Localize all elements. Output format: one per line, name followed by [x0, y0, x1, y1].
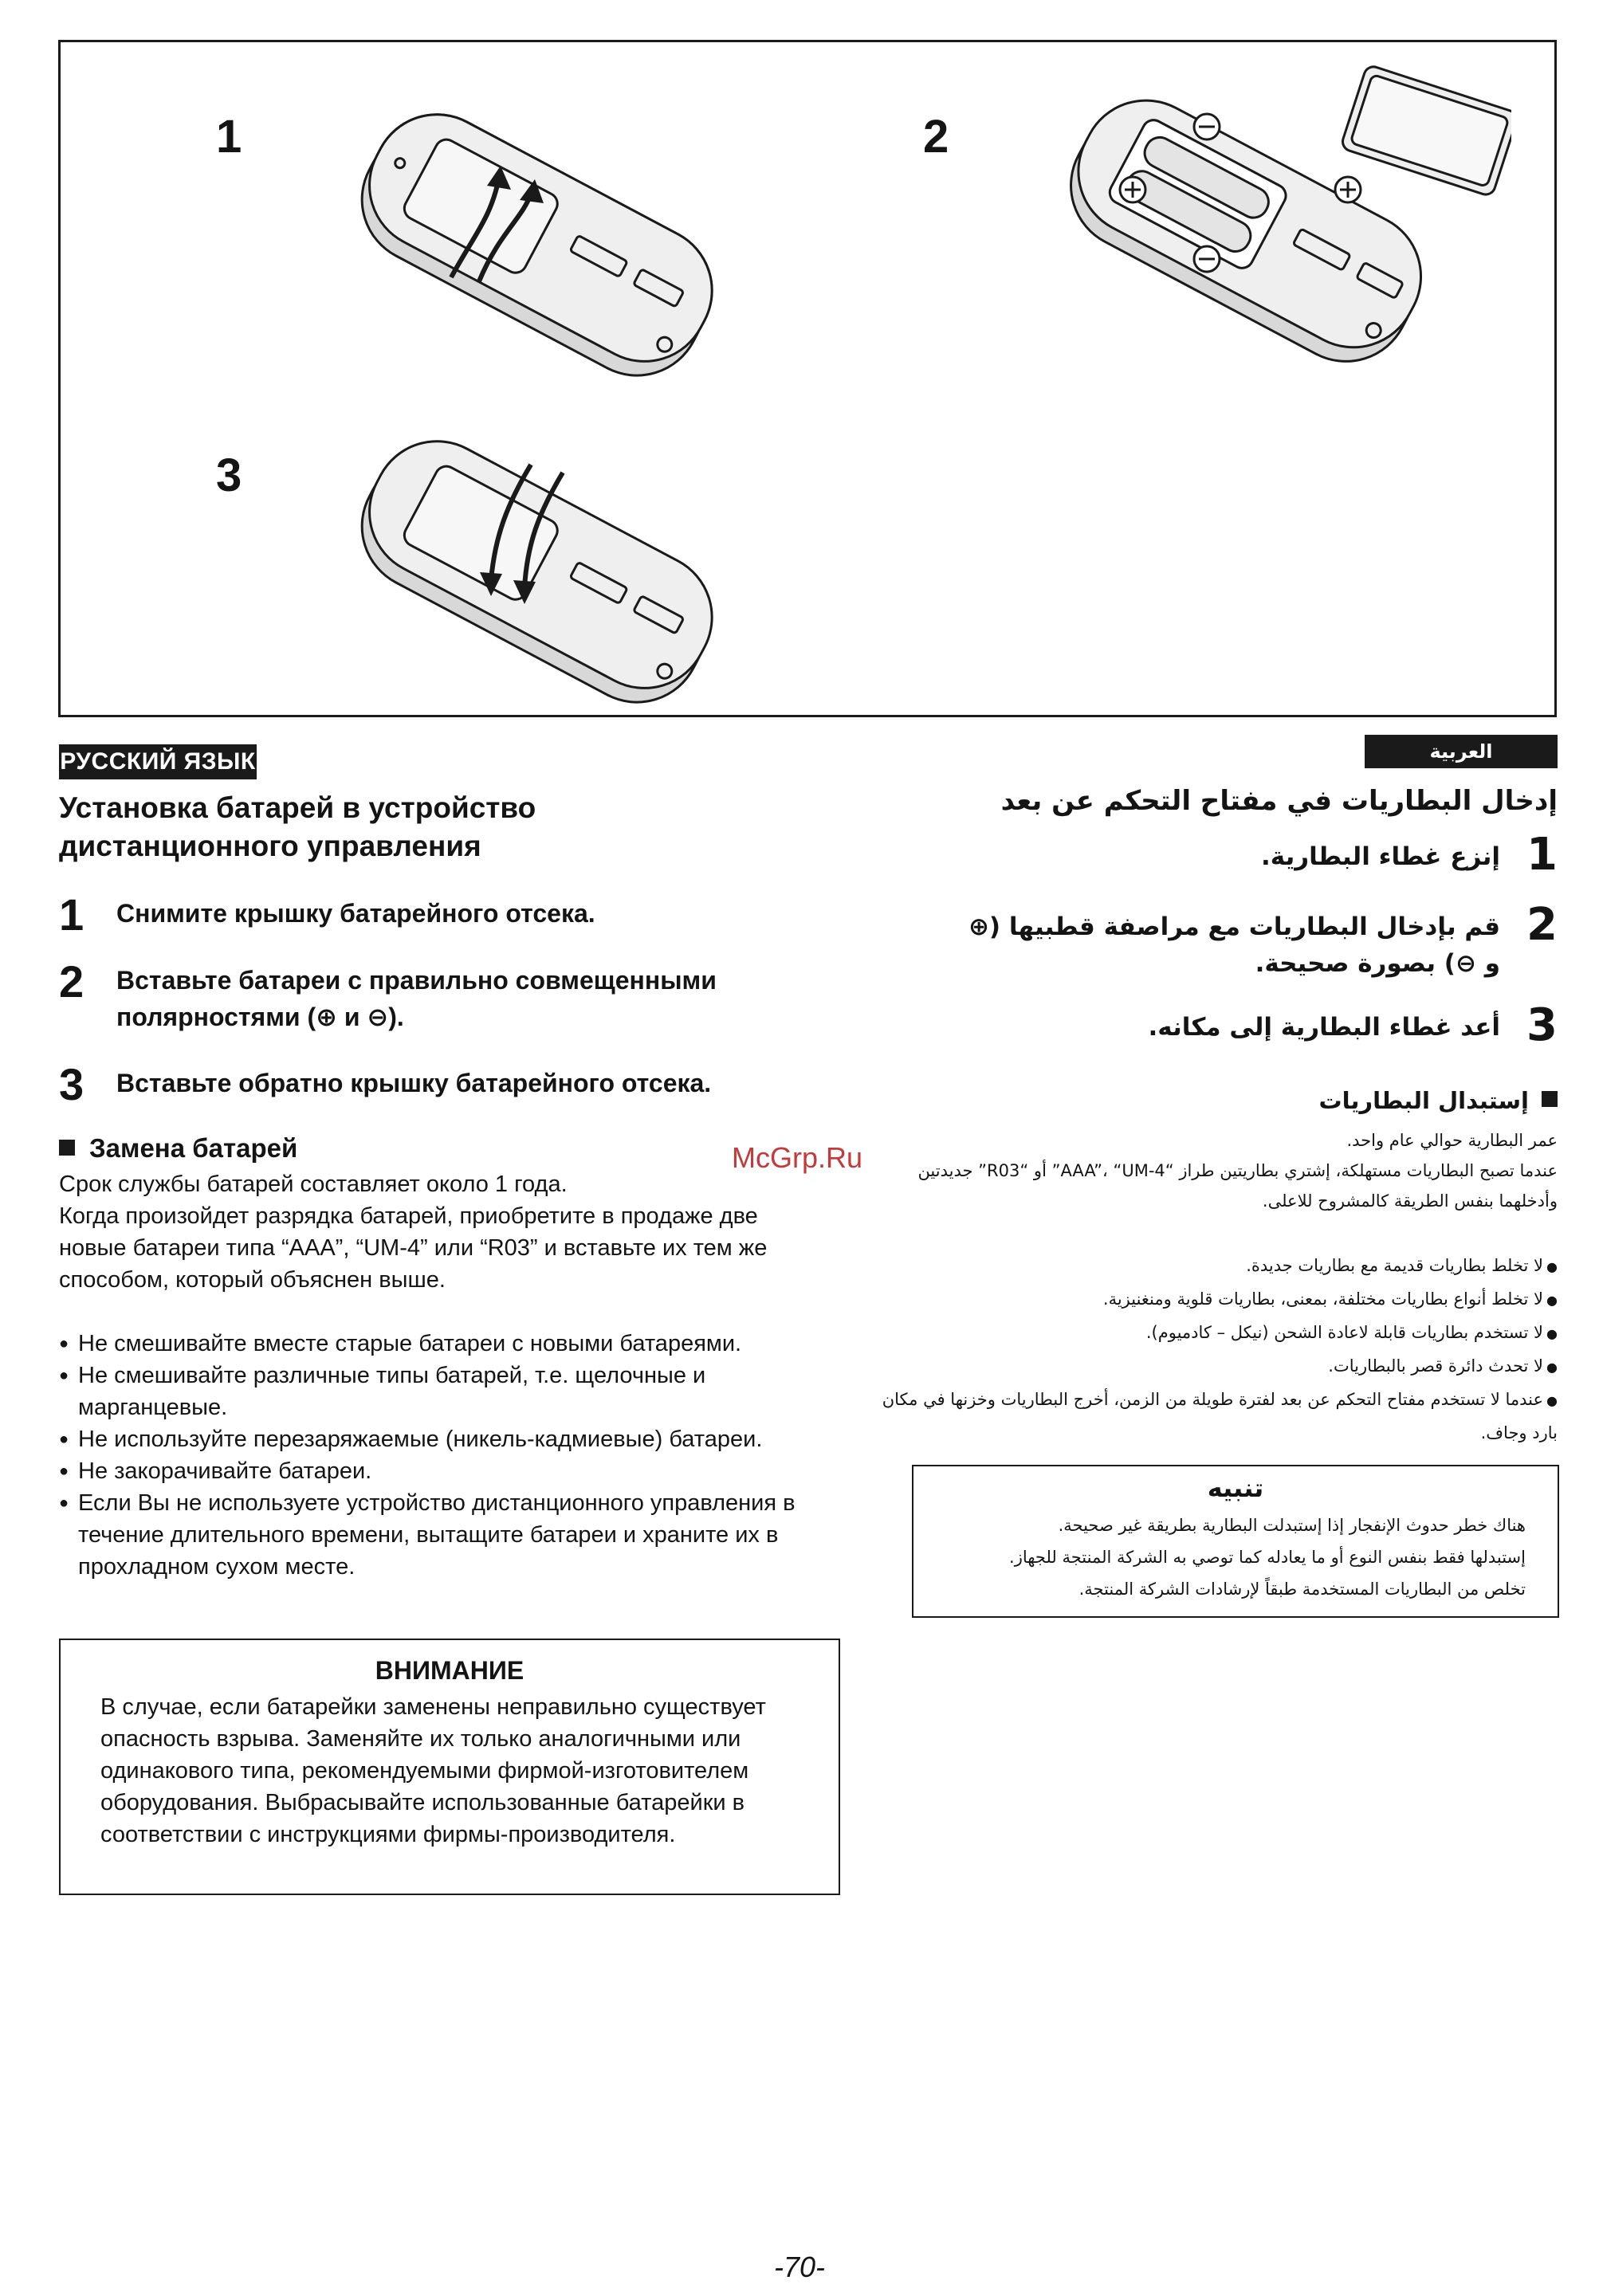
- arabic-paragraph-line: عندما تصبح البطاريات مستهلكة، إشتري بطاريتين طراز “AAA”، “UM-4” أو “R03” جديدتين وأدخلهما بنفس الطريقة كالمشروح للاعلى.: [917, 1161, 1558, 1211]
- step-number: 2: [59, 956, 84, 1007]
- step-text: أعد غطاء البطارية إلى مكانه.: [1148, 1013, 1500, 1042]
- list-item: ● Если Вы не используете устройство дистанционного управления в течение длительного времени, вытащите батареи и храните их в прохладном сухом месте.: [59, 1487, 824, 1583]
- list-item: ● لا تحدث دائرة قصر بالبطاريات.: [872, 1350, 1558, 1383]
- step-text: قم بإدخال البطاريات مع مراصفة قطبيها (⊕ و ⊖) بصورة صحيحة.: [968, 913, 1500, 978]
- figure-step-3-label: 3: [216, 449, 242, 501]
- square-bullet-icon: [1542, 1091, 1558, 1107]
- arabic-warning-line: إستبدلها فقط بنفس النوع أو ما يعادله كما توصي به الشركة المنتجة للجهاز.: [1009, 1548, 1526, 1567]
- arabic-bullet-list: [872, 1250, 1558, 1449]
- russian-bullet-list: [59, 1328, 824, 1583]
- russian-title-line-1: Установка батарей в устройство: [59, 791, 536, 824]
- figure-step-2-label: 2: [923, 111, 949, 163]
- list-item: ● لا تخلط بطاريات قديمة مع بطاريات جديدة.: [872, 1250, 1558, 1283]
- russian-section-header: РУССКИЙ ЯЗЫК: [59, 744, 257, 779]
- list-item: ● عندما لا تستخدم مفتاح التحكم عن بعد لفترة طويلة من الزمن، أخرج البطاريات وخزنها في مكان بارد وجاف.: [872, 1383, 1558, 1449]
- russian-title-line-2: дистанционного управления: [59, 830, 481, 862]
- arabic-warning-title: تنبيه: [1207, 1474, 1264, 1502]
- arabic-warning-line: تخلص من البطاريات المستخدمة طبقاً لإرشادات الشركة المنتجة.: [1078, 1580, 1526, 1599]
- arabic-paragraph-line: عمر البطارية حوالي عام واحد.: [1346, 1131, 1558, 1150]
- list-item: ● لا تستخدم بطاريات قابلة لاعادة الشحن (نيكل – كادميوم).: [872, 1317, 1558, 1350]
- remote-step-2-illustration: [1033, 50, 1511, 385]
- list-item: ● Не смешивайте вместе старые батареи с новыми батареями.: [59, 1328, 824, 1360]
- step-number: 1: [1526, 829, 1558, 881]
- list-item: ● لا تخلط أنواع بطاريات مختلفة، بمعنى، بطاريات قلوية ومنغنيزية.: [872, 1283, 1558, 1317]
- arabic-warning-line: هناك خطر حدوث الإنفجار إذا إستبدلت البطارية بطريقة غير صحيحة.: [1058, 1516, 1526, 1535]
- arabic-subheading: [1318, 1087, 1558, 1114]
- arabic-warning-text: [936, 1509, 1526, 1605]
- russian-paragraph: [59, 1168, 824, 1296]
- watermark: McGrp.Ru: [732, 1141, 863, 1174]
- list-item: ● Не смешивайте различные типы батарей, т.е. щелочные и марганцевые.: [59, 1360, 824, 1423]
- russian-warning-box: [59, 1639, 840, 1895]
- step-number: 3: [59, 1059, 84, 1109]
- remote-step-3-illustration: [332, 417, 746, 720]
- step-text: Вставьте обратно крышку батарейного отсека.: [116, 1069, 712, 1097]
- step-text: Вставьте батареи с правильно совмещенными полярностями (⊕ и ⊖).: [116, 966, 717, 1031]
- step-number: 2: [1526, 899, 1558, 951]
- list-item: ● Не используйте перезаряжаемые (никель-кадмиевые) батареи.: [59, 1423, 824, 1455]
- russian-warning-title: ВНИМАНИЕ: [375, 1656, 524, 1685]
- arabic-section-header: العربية: [1365, 735, 1558, 768]
- arabic-warning-box: [912, 1465, 1559, 1618]
- russian-warning-text: В случае, если батарейки заменены неправильно существует опасность взрыва. Заменяйте их только аналогичными или одинакового типа, рекомендуемыми фирмой-изготовителем оборудования. Выбрасывайте использованные батарейки в соответствии с инструкциями фирмы-производителя.: [100, 1694, 766, 1847]
- illustration-box: [58, 40, 1557, 717]
- step-number: 1: [59, 889, 84, 940]
- russian-subheading-text: Замена батарей: [89, 1133, 298, 1163]
- page-number: -70-: [773, 2251, 826, 2283]
- square-bullet-icon: [59, 1140, 75, 1156]
- arabic-subheading-text: إستبدال البطاريات: [1318, 1087, 1529, 1114]
- step-number: 3: [1526, 999, 1558, 1051]
- step-text: إنزع غطاء البطارية.: [1261, 842, 1500, 871]
- step-text: Снимите крышку батарейного отсека.: [116, 899, 595, 928]
- russian-subheading: [59, 1133, 297, 1164]
- russian-paragraph-line: Срок службы батарей составляет около 1 года.: [59, 1172, 568, 1197]
- figure-step-1-label: 1: [216, 111, 242, 163]
- arabic-title: إدخال البطاريات في مفتاح التحكم عن بعد: [1000, 785, 1558, 817]
- arabic-paragraph: [872, 1125, 1558, 1216]
- list-item: ● Не закорачивайте батареи.: [59, 1455, 824, 1487]
- russian-paragraph-line: Когда произойдет разрядка батарей, приобретите в продаже две новые батареи типа “AAA”, “UM-4” или “R03” и вставьте их тем же способом, который объяснен выше.: [59, 1203, 768, 1293]
- russian-title: [59, 789, 824, 865]
- remote-step-1-illustration: [332, 82, 746, 401]
